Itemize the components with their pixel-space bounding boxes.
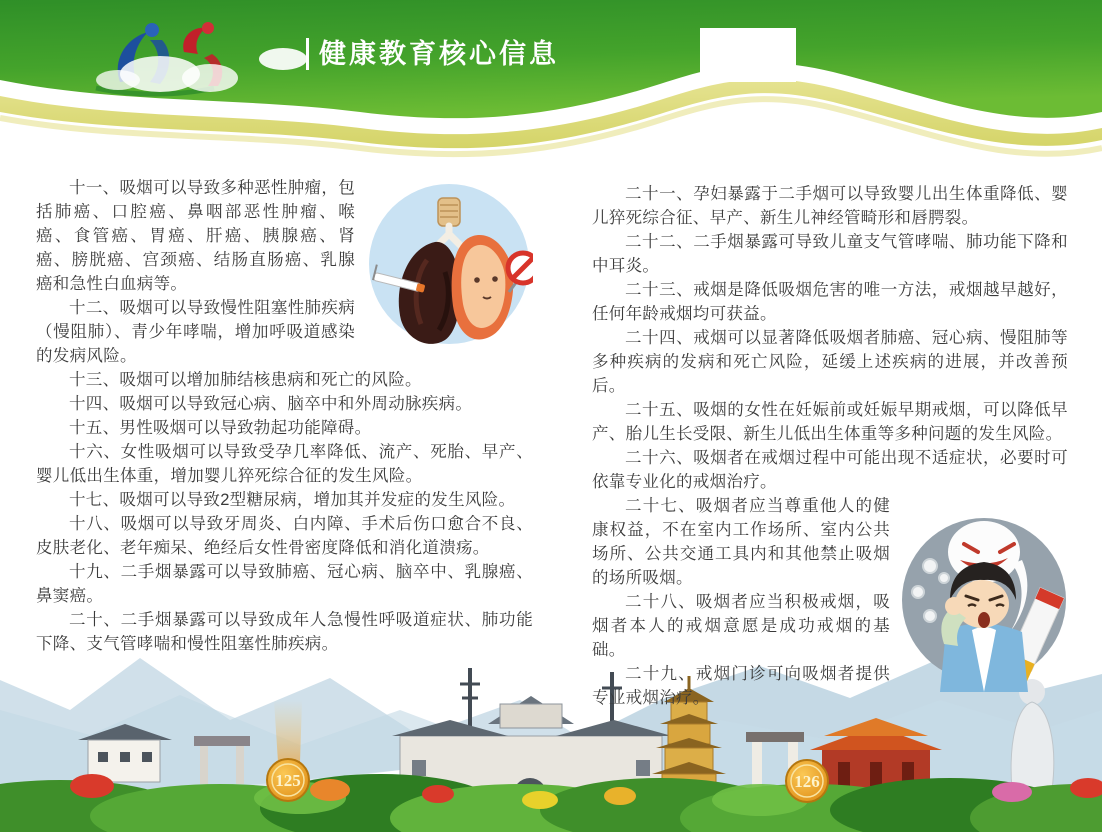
info-item-24: 二十四、戒烟可以显著降低吸烟者肺癌、冠心病、慢阻肺等多种疾病的发病和死亡风险，延缓上述疾病的进展，并改善预后。 (592, 329, 1068, 395)
info-item-22: 二十二、二手烟暴露可导致儿童支气管哮喘、肺功能下降和中耳炎。 (592, 233, 1068, 275)
info-item-18: 十八、吸烟可以导致牙周炎、白内障、手术后伤口愈合不良、皮肤老化、老年痴呆、绝经后女性骨密度降低和消化道溃疡。 (36, 515, 533, 557)
header-wave-banner (0, 0, 1102, 175)
info-item-19: 十九、二手烟暴露可以导致肺癌、冠心病、脑卒中、乳腺癌、鼻窦癌。 (36, 563, 533, 605)
white-notch-artifact (700, 28, 796, 82)
info-item-17: 十七、吸烟可以导致2型糖尿病，增加其并发症的发生风险。 (69, 491, 516, 509)
page-title: 健康教育核心信息 (306, 38, 559, 70)
info-item-20: 二十、二手烟暴露可以导致成年人急慢性呼吸道症状、肺功能下降、支气管哮喘和慢性阻塞性肺疾病。 (36, 611, 533, 653)
lungs-illustration (365, 180, 533, 348)
info-item-14: 十四、吸烟可以导致冠心病、脑卒中和外周动脉疾病。 (69, 395, 473, 413)
left-page-number: 125 (275, 771, 301, 790)
page-badge-126 (786, 760, 828, 802)
right-page-number: 126 (794, 772, 820, 791)
info-item-29: 二十九、戒烟门诊可向吸烟者提供专业戒烟治疗。 (592, 665, 890, 707)
left-text-column (36, 176, 533, 656)
info-item-16: 十六、女性吸烟可以导致受孕几率降低、流产、死胎、早产、婴儿低出生体重，增加婴儿猝死综合征的发生风险。 (36, 443, 533, 485)
info-item-25: 二十五、吸烟的女性在妊娠前或妊娠早期戒烟，可以降低早产、胎儿生长受限、新生儿低出生体重等多种问题的发生风险。 (592, 401, 1068, 443)
info-item-12: 十二、吸烟可以导致慢性阻塞性肺疾病（慢阻肺）、青少年哮喘，增加呼吸道感染的发病风险。 (36, 299, 355, 365)
info-item-11: 十一、吸烟可以导致多种恶性肿瘤，包括肺癌、口腔癌、鼻咽部恶性肿瘤、喉癌、食管癌、胃癌、肝癌、胰腺癌、肾癌、膀胱癌、宫颈癌、结肠直肠癌、乳腺癌和急性白血病等。 (36, 179, 355, 293)
info-item-13: 十三、吸烟可以增加肺结核患病和死亡的风险。 (69, 371, 422, 389)
info-item-15: 十五、男性吸烟可以导致勃起功能障碍。 (69, 419, 372, 437)
info-item-27: 二十七、吸烟者应当尊重他人的健康权益，不在室内工作场所、室内公共场所、公共交通工具内和其他禁止吸烟的场所吸烟。 (592, 497, 890, 587)
info-item-28: 二十八、吸烟者应当积极戒烟，吸烟者本人的戒烟意愿是成功戒烟的基础。 (592, 593, 890, 659)
info-item-26: 二十六、吸烟者在戒烟过程中可能出现不适症状，必要时可依靠专业化的戒烟治疗。 (592, 449, 1068, 491)
info-item-23: 二十三、戒烟是降低吸烟危害的唯一方法，戒烟越早越好，任何年龄戒烟均可获益。 (592, 281, 1068, 323)
info-item-21: 二十一、孕妇暴露于二手烟可以导致婴儿出生体重降低、婴儿猝死综合征、早产、新生儿神经管畸形和唇腭裂。 (592, 185, 1068, 227)
healthy-lung-icon (452, 235, 514, 340)
right-text-column (592, 182, 1068, 710)
smoker-illustration (900, 500, 1068, 692)
white-blob-artifact (259, 48, 307, 70)
